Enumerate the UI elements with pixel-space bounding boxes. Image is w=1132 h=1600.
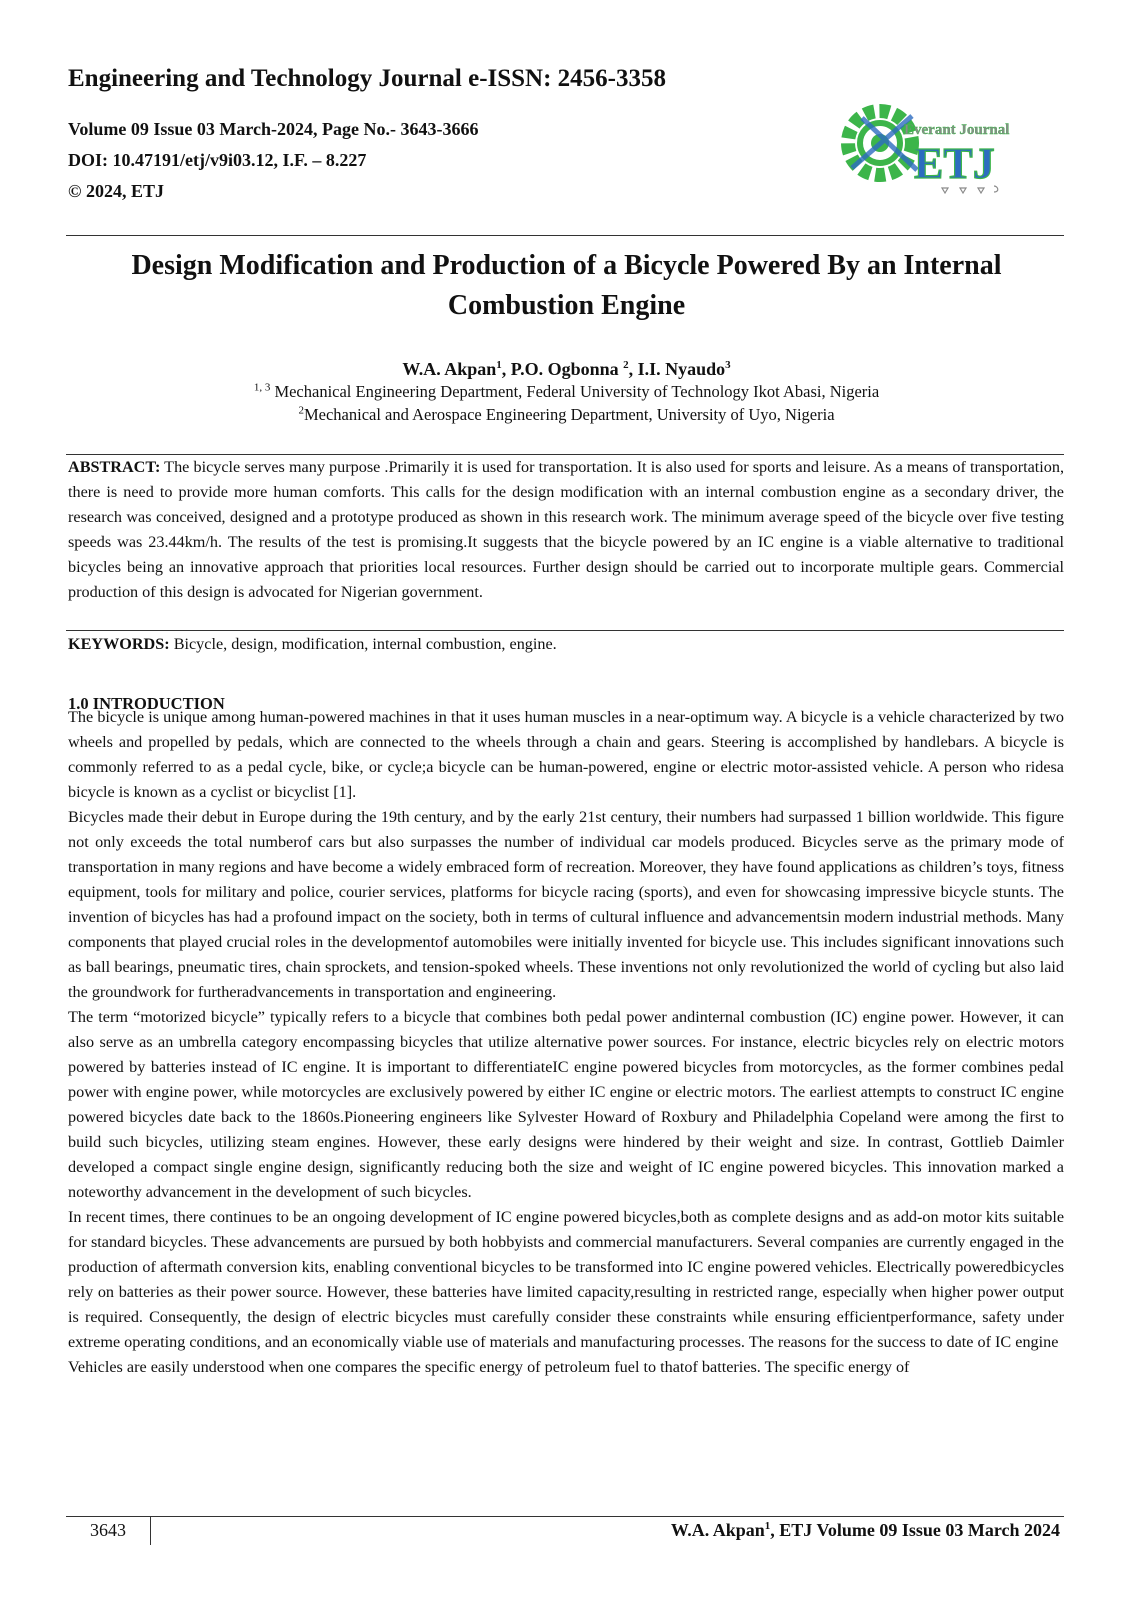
author-name: I.I. Nyaudo (637, 359, 726, 379)
paragraph: The term “motorized bicycle” typically refers to a bicycle that combines both pedal power andinternal combustion (IC) engine power. However, it can also serve as an umbrella category encompassing bicycles that utilize alternative power sources. For instance, electric bicycles rely on electric motors powered by batteries instead of IC engine. It is important to differentiateIC engine powered bicycles from motorcycles, as the former combines pedal power with engine power, while motorcycles are exclusively powered by either IC engine or electric motors. The earliest attempts to construct IC engine powered bicycles date back to the 1860s.Pioneering engineers like Sylvester Howard of Roxbury and Philadelphia Copeland were among the first to build such bicycles, utilizing steam engines. However, these early designs were hindered by their weight and size. In contrast, Gottlieb Daimler developed a compact single engine design, significantly reducing both the size and weight of IC engine powered bicycles. This innovation marked a noteworthy advancement in the development of such bicycles. (68, 1008, 1064, 1201)
keywords-text: Bicycle, design, modification, internal combustion, engine. (169, 635, 557, 653)
header-divider (66, 235, 1064, 236)
page-number: 3643 (90, 1520, 126, 1540)
keywords (68, 632, 1064, 657)
title-line-1: Design Modification and Production of a Bicycle Powered By an Internal (131, 250, 1002, 281)
logo-abbrev-text: ETJ (914, 139, 995, 188)
copyright-line: © 2024, ETJ (68, 181, 164, 201)
author-sup: 2 (623, 359, 629, 371)
author-sup: 3 (725, 359, 731, 371)
running-rest: , ETJ Volume 09 Issue 03 March 2024 (770, 1520, 1060, 1540)
paragraph: The bicycle is unique among human-powered machines in that it uses human muscles in a near-optimum way. A bicycle is a vehicle characterized by two wheels and propelled by pedals, which are connected to the wheels through a chain and gears. Steering is accomplished by handlebars. A bicycle is commonly referred to as a pedal cycle, bike, or cycle;a bicycle can be human-powered, engine or electric motor-assisted vehicle. A person who ridesa bicycle is known as a cyclist or bicyclist [1]. (68, 708, 1064, 801)
abstract-text: The bicycle serves many purpose .Primarily it is used for transportation. It is also used for sports and leisure. As a means of transportation, there is need to provide more human comforts. This calls for the design modification with an internal combustion engine as a secondary driver, the research was conceived, designed and a prototype produced as shown in this research work. The minimum average speed of the bicycle over five testing speeds was 23.44km/h. The results of the test is promising.It suggests that the bicycle powered by an IC engine is a viable alternative to traditional bicycles being an innovative approach that priorities local resources. Further design should be carried out to incorporate multiple gears. Commercial production of this design is advocated for Nigerian government. (68, 458, 1064, 601)
author-sup: 1 (496, 359, 502, 371)
author-separator: , (501, 359, 511, 379)
affiliation-sup: 2 (298, 404, 304, 417)
author-list (70, 357, 1063, 381)
running-sup: 1 (764, 1520, 771, 1532)
abstract-label: ABSTRACT: (68, 458, 161, 476)
author-name: W.A. Akpan (402, 359, 497, 379)
doi-line: DOI: 10.47191/etj/v9i03.12, I.F. – 8.227 (68, 150, 367, 170)
abstract-bottom-rule (66, 630, 1064, 631)
footer-divider (66, 1516, 1064, 1517)
abstract (68, 455, 1064, 605)
affiliation-sup: 1, 3 (253, 381, 271, 394)
affiliation-1 (70, 381, 1063, 403)
paragraph: Bicycles made their debut in Europe during the 19th century, and by the early 21st century, their numbers had surpassed 1 billion worldwide. This figure not only exceeds the total numberof cars but also surpasses the number of individual car models produced. Bicycles serve as the primary mode of transportation in many regions and have become a widely embraced form of recreation. Moreover, they have found applications as children’s toys, fitness equipment, tools for military and police, courier services, platforms for bicycle racing (sports), and even for showcasing impressive bicycle stunts. The invention of bicycles has had a profound impact on the society, both in terms of cultural influence and advancementsin modern industrial methods. Many components that played crucial roles in the developmentof automobiles were initially invented for bicycle use. This includes significant innovations such as ball bearings, pneumatic tires, chain sprockets, and tension-spoked wheels. These inventions not only revolutionized the world of cycling but also laid the groundwork for furtheradvancements in transportation and engineering. (68, 808, 1064, 1001)
footer-separator (150, 1516, 151, 1545)
introduction-body (68, 705, 1064, 1380)
etj-logo (832, 98, 1047, 196)
paragraph: Vehicles are easily understood when one compares the specific energy of petroleum fuel to thatof batteries. The specific energy of (68, 1358, 910, 1376)
journal-header (68, 64, 666, 207)
logo-publisher-text: Everant Journal (904, 122, 1010, 138)
paper-title (70, 246, 1063, 326)
affiliation-text: Mechanical Engineering Department, Federal University of Technology Ikot Abasi, Nigeria (270, 382, 880, 401)
running-author: W.A. Akpan (670, 1520, 765, 1540)
running-footer (671, 1518, 1060, 1542)
introduction-heading: 1.0 INTRODUCTION (68, 694, 225, 713)
affiliation-2 (70, 404, 1063, 426)
paragraph: In recent times, there continues to be an ongoing development of IC engine powered bicycles,both as complete designs and as add-on motor kits suitable for standard bicycles. These advancements are pursued by both hobbyists and commercial manufacturers. Several companies are currently engaged in the production of aftermath conversion kits, enabling conventional bicycles to be transformed into IC engine powered vehicles. Electrically poweredbicycles rely on batteries as their power source. However, these batteries have limited capacity,resulting in restricted range, especially when higher power output is required. Consequently, the design of electric bicycles must carefully consider these constraints while ensuring efficientperformance, safety under extreme operating conditions, and an economically viable use of materials and manufacturing processes. The reasons for the success to date of IC engine (68, 1208, 1064, 1351)
author-separator: , (628, 359, 638, 379)
keywords-label: KEYWORDS: (68, 635, 170, 653)
volume-line: Volume 09 Issue 03 March-2024, Page No.- 3643-3666 (68, 119, 479, 139)
title-line-2: Combustion Engine (447, 290, 686, 321)
author-name: P.O. Ogbonna (510, 359, 624, 379)
affiliation-text: Mechanical and Aerospace Engineering Department, University of Uyo, Nigeria (303, 405, 835, 424)
journal-title: Engineering and Technology Journal e-ISSN: 2456-3358 (68, 65, 667, 92)
